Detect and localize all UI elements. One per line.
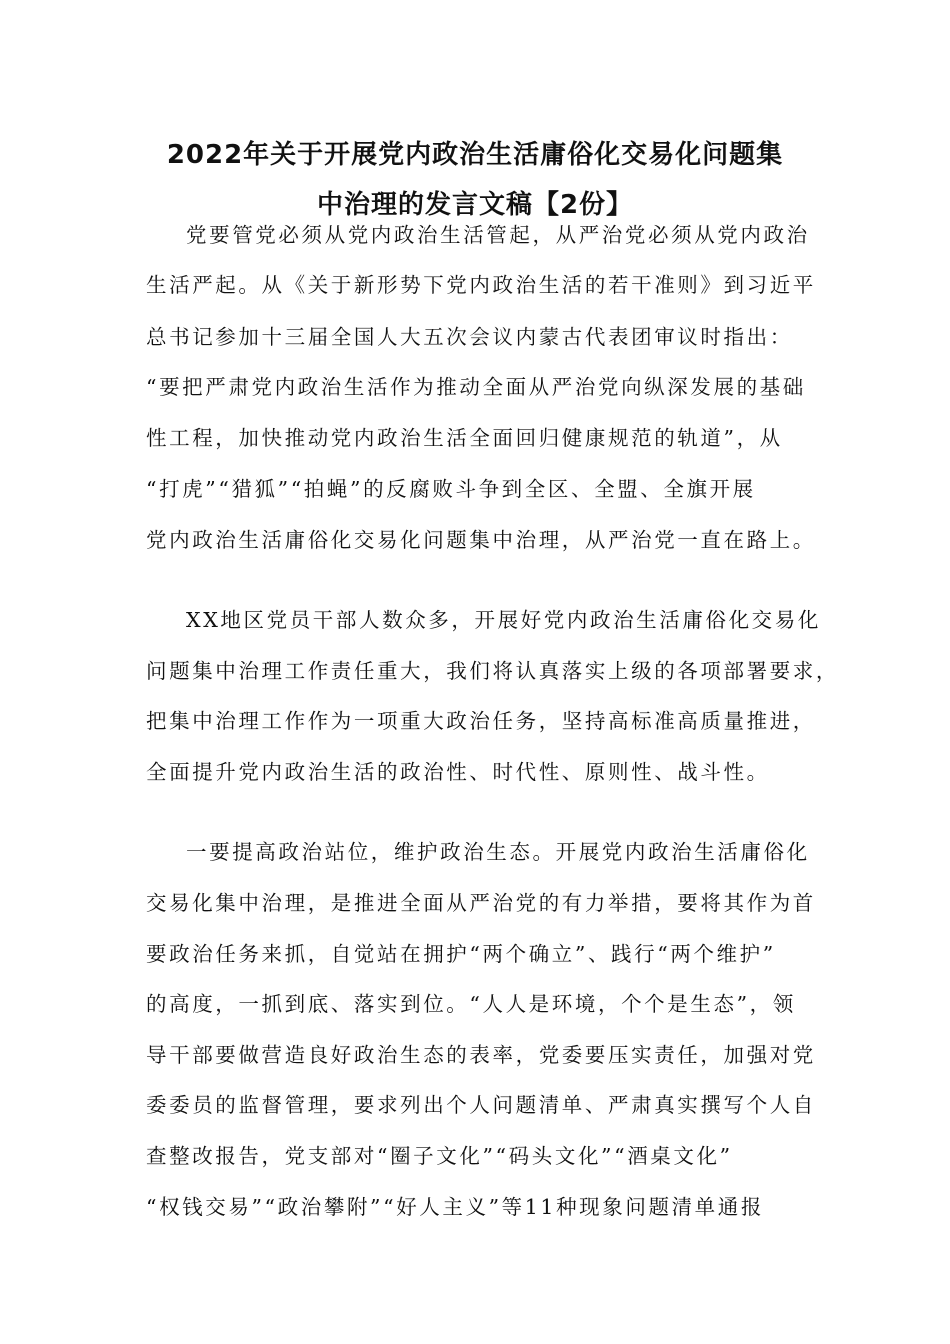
paragraph-3-line-4: 的高度，一抓到底、落实到位。“人人是环境，个个是生态”，领 bbox=[146, 992, 796, 1016]
paragraph-3-line-2: 交易化集中治理，是推进全面从严治党的有力举措，要将其作为首 bbox=[146, 891, 816, 915]
document-title-line-1: 2022年关于开展党内政治生活庸俗化交易化问题集 bbox=[166, 140, 784, 170]
paragraph-1-line-7: 党内政治生活庸俗化交易化问题集中治理，从严治党一直在路上。 bbox=[146, 528, 816, 552]
paragraph-3-line-1: 一要提高政治站位，维护政治生态。开展党内政治生活庸俗化 bbox=[186, 840, 810, 864]
paragraph-1-line-2: 生活严起。从《关于新形势下党内政治生活的若干准则》到习近平 bbox=[146, 273, 816, 297]
document-title-line-2: 中治理的发言文稿【2份】 bbox=[316, 190, 634, 220]
paragraph-3-line-3: 要政治任务来抓，自觉站在拥护“两个确立”、践行“两个维护” bbox=[146, 942, 776, 966]
paragraph-3-line-5: 导干部要做营造良好政治生态的表率，党委要压实责任，加强对党 bbox=[146, 1043, 816, 1067]
paragraph-3-line-8: “权钱交易”“政治攀附”“好人主义”等11种现象问题清单通报 bbox=[146, 1195, 764, 1219]
paragraph-3-line-7: 查整改报告，党支部对“圈子文化”“码头文化”“酒桌文化” bbox=[146, 1144, 733, 1168]
paragraph-2-line-2: 问题集中治理工作责任重大，我们将认真落实上级的各项部署要求， bbox=[146, 659, 839, 683]
paragraph-2-line-4: 全面提升党内政治生活的政治性、时代性、原则性、战斗性。 bbox=[146, 760, 770, 784]
paragraph-1-line-3: 总书记参加十三届全国人大五次会议内蒙古代表团审议时指出： bbox=[146, 325, 793, 349]
paragraph-1-line-1: 党要管党必须从党内政治生活管起，从严治党必须从党内政治 bbox=[186, 223, 810, 247]
paragraph-2-line-1: XX地区党员干部人数众多，开展好党内政治生活庸俗化交易化 bbox=[186, 608, 821, 632]
paragraph-1-line-5: 性工程，加快推动党内政治生活全面回归健康规范的轨道”，从 bbox=[146, 426, 783, 450]
paragraph-3-line-6: 委委员的监督管理，要求列出个人问题清单、严肃真实撰写个人自 bbox=[146, 1093, 816, 1117]
paragraph-1-line-6: “打虎”“猎狐”“拍蝇”的反腐败斗争到全区、全盟、全旗开展 bbox=[146, 477, 756, 501]
paragraph-2-line-3: 把集中治理工作作为一项重大政治任务，坚持高标准高质量推进， bbox=[146, 709, 816, 733]
paragraph-1-line-4: “要把严肃党内政治生活作为推动全面从严治党向纵深发展的基础 bbox=[146, 375, 806, 399]
